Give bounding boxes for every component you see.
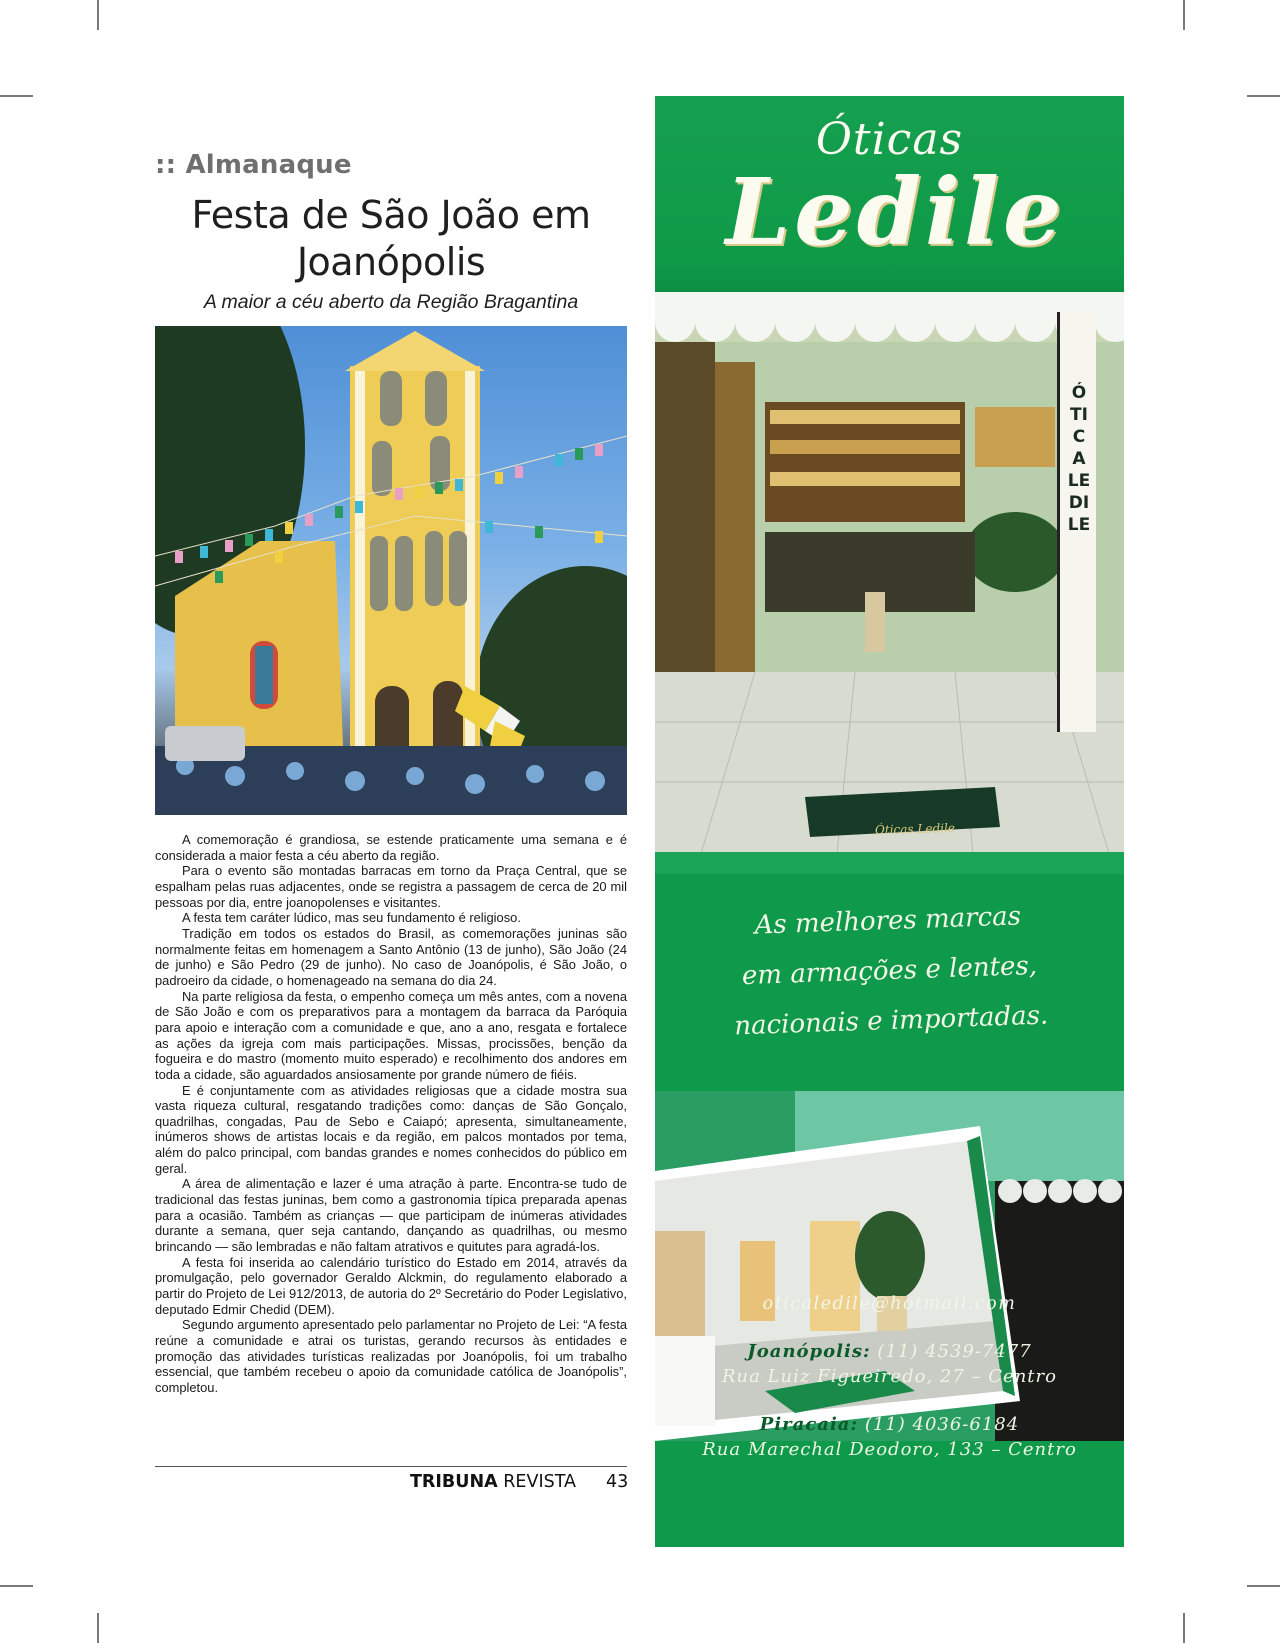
church-festival-photo	[155, 326, 627, 815]
publication-name-bold: TRIBUNA	[410, 1472, 498, 1492]
publication-name-regular: REVISTA	[503, 1472, 577, 1492]
ad-brand-logo: Ledile	[725, 158, 1066, 266]
store-sign: ÓTICA LEDILE	[1067, 383, 1091, 535]
article-body	[155, 832, 627, 1396]
article-paragraph: Segundo argumento apresentado pelo parlamentar no Projeto de Lei: “A festa reúne a comunidade e atrai os turistas, gerando recursos às entidades e promoção das atividades turísticas realizadas por Joanópolis, foi um trabalho essencial, que também recebeu o apoio da comunidade católica de Joanópolis”, completou.	[155, 1317, 627, 1395]
section-label: :: Almanaque	[155, 150, 352, 180]
location-city: Piracaia:	[759, 1414, 859, 1435]
ad-slogan	[655, 888, 1124, 1054]
location-address: Rua Marechal Deodoro, 133 – Centro	[702, 1439, 1077, 1460]
slogan-line: em armações e lentes,	[741, 950, 1038, 992]
ad-email: oticaledile@hotmail.com	[762, 1294, 1017, 1314]
location-city: Joanópolis:	[747, 1341, 871, 1362]
crop-mark	[1247, 95, 1280, 97]
location-phone-line	[655, 1339, 1124, 1364]
crop-mark	[0, 95, 33, 97]
slogan-line: nacionais e importadas.	[733, 1000, 1049, 1042]
crop-mark	[1183, 1613, 1185, 1643]
crop-mark	[0, 1585, 33, 1587]
article-paragraph: Na parte religiosa da festa, o empenho começa um mês antes, com a novena de São João e com os preparativos para a montagem da barraca da Paróquia para apoio e interação com a comunidade e que, ano a ano, resgata e fortalece as ações da igreja com mais participações. Missas, procissões, benção da fogueira e do mastro (momento muito esperado) e recolhimento dos andores em toda a cidade, são aguardados ansiosamente por grande número de fiéis.	[155, 988, 627, 1082]
article-paragraph: A festa tem caráter lúdico, mas seu fundamento é religioso.	[182, 910, 521, 926]
article-paragraph: A comemoração é grandiosa, se estende praticamente uma semana e é considerada a maior festa a céu aberto da região.	[155, 832, 627, 863]
publication-name	[410, 1472, 576, 1492]
ad-location-joanopolis	[655, 1339, 1124, 1389]
location-phone: (11) 4539-7477	[877, 1341, 1032, 1362]
ad-brand-small: Óticas	[815, 114, 964, 165]
crop-mark	[97, 0, 99, 30]
oticas-ledile-advertisement	[655, 96, 1124, 1547]
location-phone: (11) 4036-6184	[864, 1414, 1020, 1435]
article-paragraph: Tradição em todos os estados do Brasil, as comemorações juninas são normalmente feitas em homenagem a Santo Antônio (13 de junho), São João (24 de junho) e São Pedro (29 de junho). No caso de Joanópolis, é São João, o padroeiro da cidade, o homenageado na semana do dia 24.	[155, 925, 627, 988]
location-phone-line	[655, 1412, 1124, 1437]
ad-location-piracaia	[655, 1412, 1124, 1462]
article-title: Festa de São João em Joanópolis	[191, 193, 591, 284]
article-paragraph: Para o evento são montadas barracas em torno da Praça Central, que se espalham pelas ruas adjacentes, onde se registra a passagem de cerca de 20 mil pessoas por dia, entre joanopolenses e visitantes.	[155, 863, 627, 910]
slogan-line: As melhores marcas	[754, 901, 1022, 941]
page-number: 43	[606, 1472, 629, 1492]
store-interior-photo	[655, 292, 1124, 874]
location-address: Rua Luiz Figueiredo, 27 – Centro	[722, 1366, 1057, 1387]
crop-mark	[1183, 0, 1185, 30]
footer-divider	[155, 1466, 627, 1467]
crop-mark	[1247, 1585, 1280, 1587]
crop-mark	[97, 1613, 99, 1643]
ad-header	[655, 96, 1124, 296]
article-paragraph: A festa foi inserida ao calendário turístico do Estado em 2014, através da promulgação, pelo governador Geraldo Alckmin, do regulamento elaborado a partir do Projeto de Lei 912/2013, de autoria do 2º Secretário do Poder Legislativo, deputado Edmir Chedid (DEM).	[155, 1254, 627, 1317]
article-subtitle: A maior a céu aberto da Região Bragantina	[203, 291, 579, 313]
article-paragraph: A área de alimentação e lazer é uma atração à parte. Encontra-se tudo de tradicional das festas juninas, bem como a gastronomia típica preparada apenas para a ocasião. Também as crianças — que participam de inúmeras atividades durante a semana, quer seja cantando, dançando as quadrilhas, ou mesmo brincando — são lembradas e não faltam atrativos e quitutes para agradá-los.	[155, 1176, 627, 1255]
door-mat-text: Óticas Ledile	[874, 820, 956, 838]
article-paragraph: E é conjuntamente com as atividades religiosas que a cidade mostra sua vasta riqueza cultural, resgatando tradições como: danças de São Gonçalo, quadrilhas, congadas, Pau de Sebo e Caiapó; apresenta, simultaneamente, inúmeros shows de artistas locais e da região, em palcos montados por tema, além do palco principal, com bandas grandes e nomes conhecidos do público em geral.	[155, 1082, 627, 1176]
